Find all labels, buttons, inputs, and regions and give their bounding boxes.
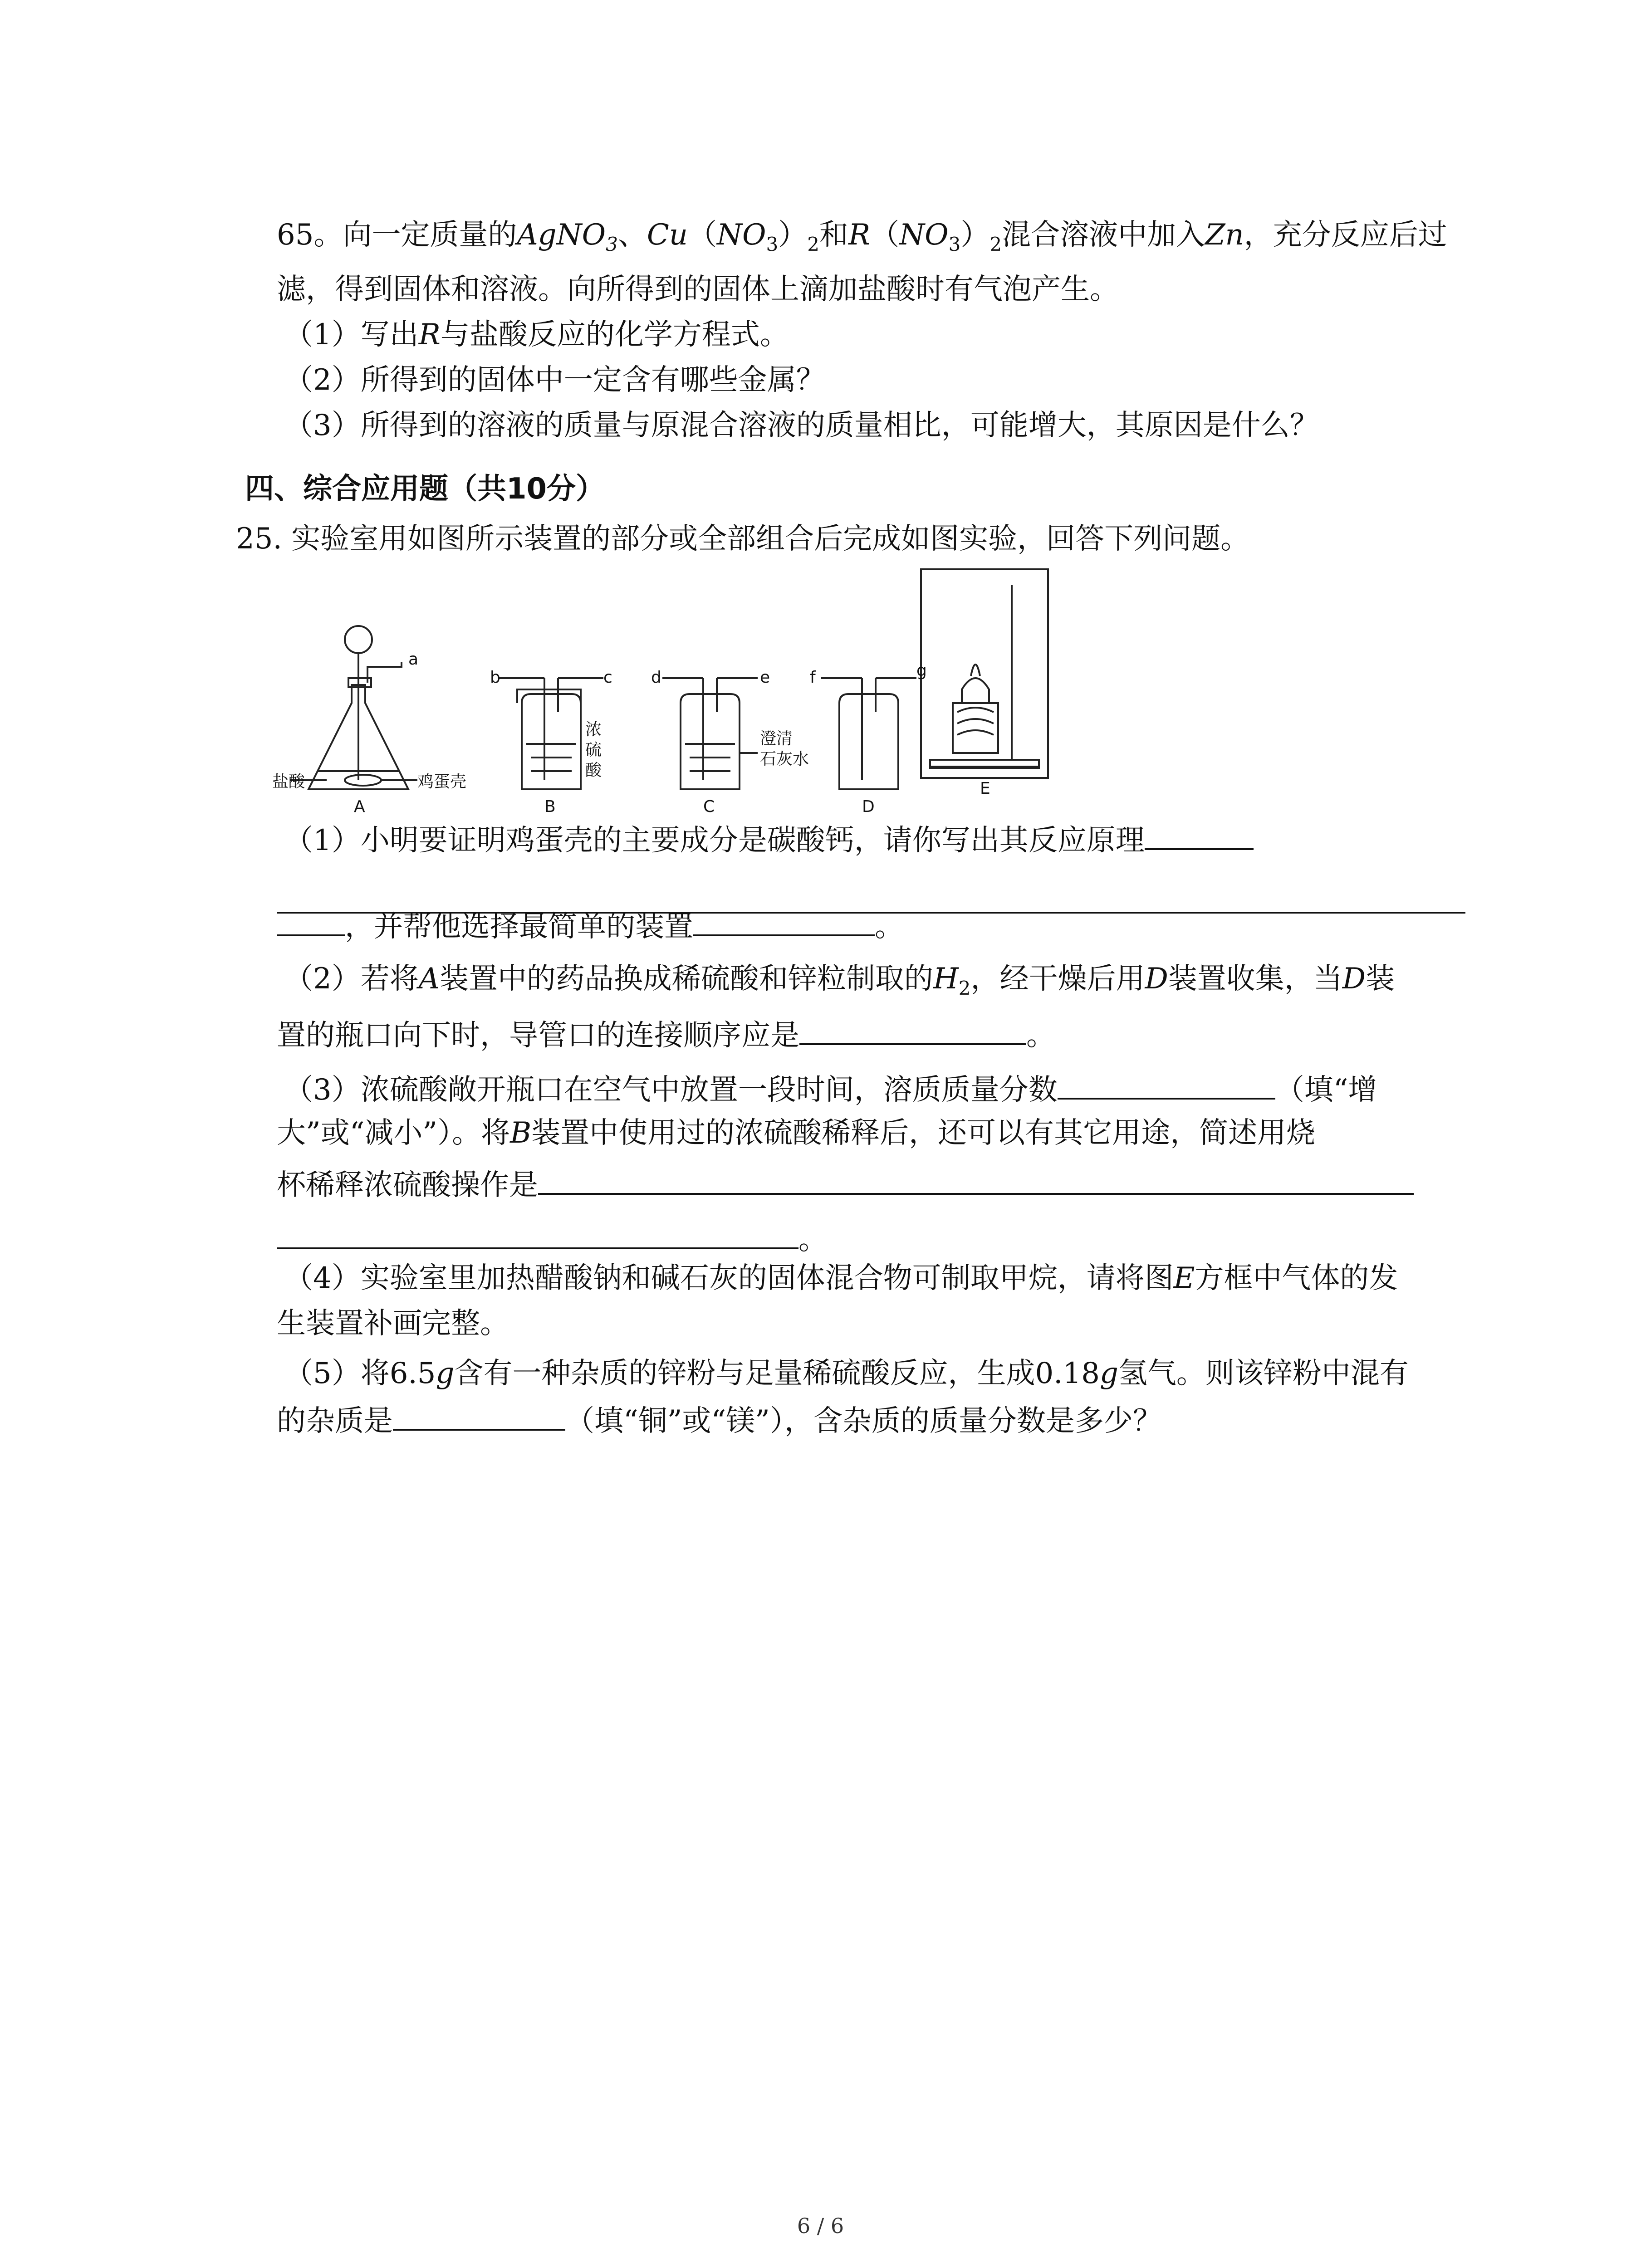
label-g: g — [916, 661, 927, 680]
apparatus-d — [821, 678, 916, 789]
q25-part2-line1: （2）若将A装置中的药品换成稀硫酸和锌粒制取的$H_2$，经干燥后用D装置收集，当D装 — [284, 962, 1395, 999]
q25-part3-line2: 大”或“减小”）。将B装置中使用过的浓硫酸稀释后，还可以有其它用途，简述用烧 — [277, 1116, 1316, 1150]
answer-blank-2[interactable] — [693, 903, 875, 936]
label-f: f — [810, 668, 816, 687]
q25-part4-line2: 生装置补画完整。 — [277, 1307, 509, 1340]
label-hcl: 盐酸 — [272, 772, 305, 791]
label-B: B — [544, 797, 556, 816]
section-heading: 四、综合应用题（共10分） — [245, 472, 605, 506]
page-number: 6 / 6 — [797, 2214, 844, 2238]
q25-part5-line1: （5）将6.5g含有一种杂质的锌粉与足量稀硫酸反应，生成0.18g氢气。则该锌粉中混有 — [284, 1357, 1409, 1390]
q25-part4-line1: （4）实验室里加热醋酸钠和碱石灰的固体混合物可制取甲烷，请将图E方框中气体的发 — [284, 1261, 1398, 1295]
label-C: C — [703, 797, 715, 816]
apparatus-e — [921, 569, 1048, 778]
q65-line1: 65。向一定质量的AgNO$_3$、$Cu(NO_3)_2$和$R(NO_3)_2$混合溶液中加入Zn，充分反应后过 — [277, 218, 1447, 255]
q25-part5-line2: 的杂质是 （填“铜”或“镁”），含杂质的质量分数是多少？ — [277, 1397, 1162, 1443]
answer-blank-4[interactable] — [1058, 1066, 1275, 1100]
q25-stem: 25. 实验室用如图所示装置的部分或全部组合后完成如图实验，回答下列问题。 — [236, 522, 1250, 556]
label-limewater-2: 石灰水 — [760, 750, 809, 768]
answer-blank-1c[interactable] — [277, 903, 345, 936]
answer-blank-5[interactable] — [538, 1161, 1414, 1195]
q65-part2: （2）所得到的固体中一定含有哪些金属？ — [284, 363, 825, 397]
answer-blank-6[interactable] — [393, 1397, 565, 1431]
label-e: e — [760, 668, 770, 687]
answer-blank-5b[interactable] — [277, 1216, 798, 1249]
q25-part2-line2: 置的瓶口向下时，导管口的连接顺序应是 。 — [277, 1012, 1055, 1057]
label-D: D — [862, 797, 875, 816]
apparatus-figure — [272, 567, 1071, 821]
label-A: A — [354, 797, 365, 816]
label-h2so4-2: 硫 — [585, 741, 602, 759]
label-limewater-1: 澄清 — [760, 729, 793, 748]
q25-part3-line3: 杯稀释浓硫酸操作是 — [277, 1161, 1414, 1207]
q25-part3-line1: （3）浓硫酸敞开瓶口在空气中放置一段时间，溶质质量分数 （填“增 — [284, 1066, 1377, 1112]
label-a: a — [408, 650, 419, 669]
label-eggshell: 鸡蛋壳 — [417, 772, 467, 791]
label-d: d — [651, 668, 661, 687]
q65-part1: （1）写出R与盐酸反应的化学方程式。 — [284, 318, 789, 352]
q25-part3-line4: 。 — [277, 1216, 828, 1261]
q65-line2: 滤，得到固体和溶液。向所得到的固体上滴加盐酸时有气泡产生。 — [277, 273, 1119, 306]
label-h2so4-3: 酸 — [585, 761, 602, 780]
label-E: E — [980, 779, 990, 798]
q25-part1-line2: ，并帮他选择最简单的装置 。 — [277, 903, 904, 948]
q65-part3: （3）所得到的溶液的质量与原混合溶液的质量相比，可能增大，其原因是什么？ — [284, 409, 1319, 442]
answer-blank-3[interactable] — [799, 1012, 1026, 1045]
label-h2so4-1: 浓 — [585, 720, 602, 739]
label-b: b — [490, 668, 500, 687]
apparatus-a — [290, 626, 417, 789]
apparatus-c — [662, 678, 758, 789]
answer-blank-1[interactable] — [1145, 816, 1254, 850]
q25-part1-line1: （1）小明要证明鸡蛋壳的主要成分是碳酸钙，请你写出其反应原理 — [284, 816, 1254, 862]
label-c: c — [603, 668, 612, 687]
